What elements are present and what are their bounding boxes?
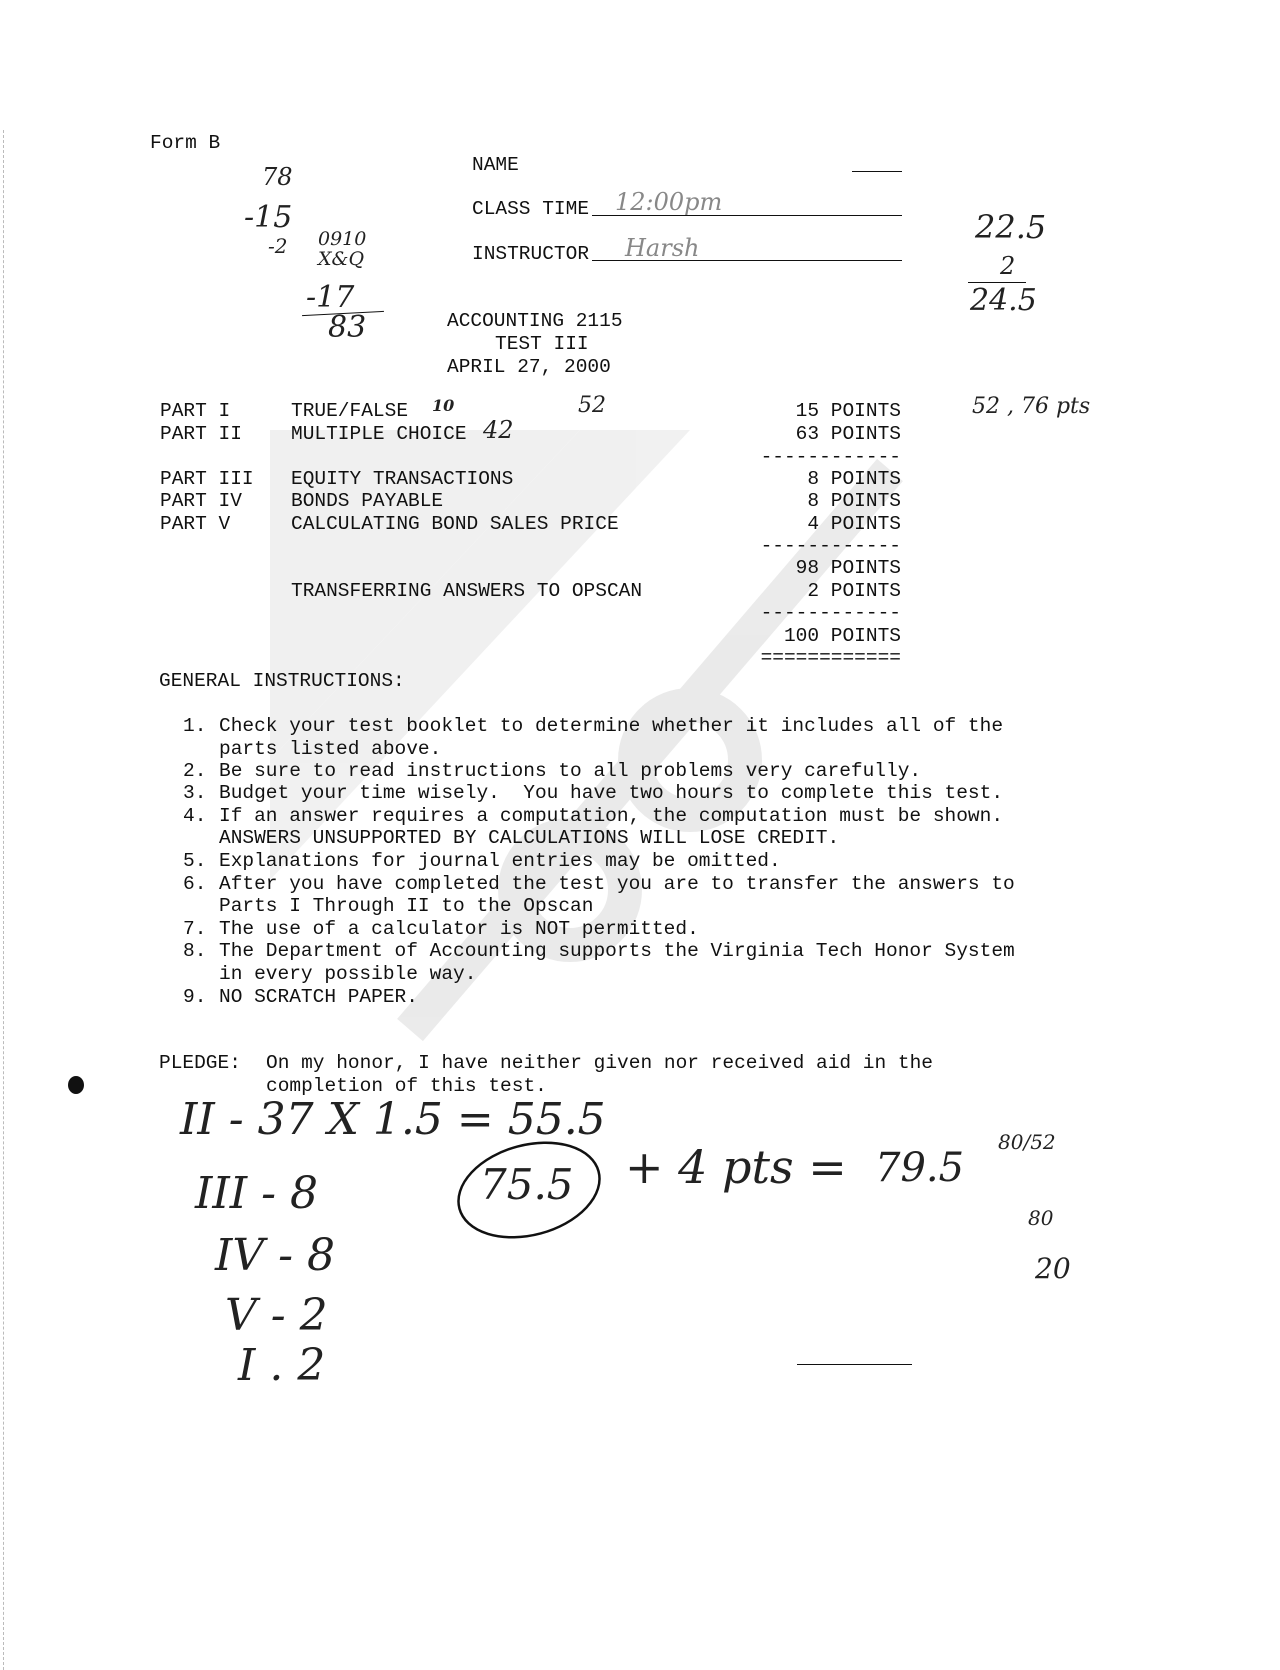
instruction-line: Budget your time wisely. You have two hours to complete this test. bbox=[219, 782, 1004, 804]
name-line bbox=[852, 171, 902, 172]
instructor-label: INSTRUCTOR bbox=[472, 243, 590, 265]
circled-score: 75.5 bbox=[480, 1160, 574, 1209]
hand-note: 80 bbox=[1028, 1206, 1054, 1230]
hand-note: 0910 bbox=[318, 228, 367, 250]
hand-score: 83 bbox=[328, 310, 367, 345]
scan-edge bbox=[3, 130, 4, 1670]
hand-score: 2 bbox=[1000, 252, 1016, 280]
instruction-line: Parts I Through II to the Opscan bbox=[219, 895, 594, 917]
hand-score: -17 bbox=[306, 280, 355, 315]
subtotal-points: 98 POINTS bbox=[795, 557, 901, 579]
signature-line bbox=[797, 1364, 912, 1365]
part-points: 63 POINTS bbox=[795, 423, 901, 445]
punch-hole-mark bbox=[68, 1076, 84, 1094]
instructor-value: Harsh bbox=[625, 234, 700, 262]
hand-score: 22.5 bbox=[975, 208, 1047, 246]
instruction-line: NO SCRATCH PAPER. bbox=[219, 986, 418, 1008]
hand-score: 52 bbox=[578, 393, 606, 418]
class-time-value: 12:00pm bbox=[615, 188, 723, 216]
hand-calc: II - 37 X 1.5 = 55.5 bbox=[180, 1094, 606, 1145]
part-desc: CALCULATING BOND SALES PRICE bbox=[291, 513, 619, 535]
instruction-line: ANSWERS UNSUPPORTED BY CALCULATIONS WILL LOSE CREDIT. bbox=[219, 827, 840, 849]
opscan-desc: TRANSFERRING ANSWERS TO OPSCAN bbox=[291, 580, 643, 602]
part-label: PART IV bbox=[160, 490, 242, 512]
part-points: 8 POINTS bbox=[807, 468, 901, 490]
hand-calc: III - 8 bbox=[195, 1168, 318, 1219]
instruction-line: in every possible way. bbox=[219, 963, 477, 985]
pledge-label: PLEDGE: bbox=[159, 1052, 241, 1074]
instruction-number: 4. bbox=[183, 805, 207, 827]
instruction-line: parts listed above. bbox=[219, 738, 442, 760]
hand-score: 78 bbox=[262, 163, 293, 191]
instruction-number: 1. bbox=[183, 715, 207, 737]
instruction-number: 9. bbox=[183, 986, 207, 1008]
hand-score: -15 bbox=[244, 200, 293, 235]
instruction-line: Check your test booklet to determine whether it includes all of the bbox=[219, 715, 1004, 737]
instruction-line: If an answer requires a computation, the computation must be shown. bbox=[219, 805, 1004, 827]
hand-final-score: 79.5 bbox=[875, 1145, 965, 1191]
instruction-number: 3. bbox=[183, 782, 207, 804]
part-desc: EQUITY TRANSACTIONS bbox=[291, 468, 514, 490]
hand-note: 20 bbox=[1035, 1252, 1071, 1285]
test-date: APRIL 27, 2000 bbox=[447, 356, 611, 378]
pledge-line: completion of this test. bbox=[266, 1075, 547, 1097]
hand-calc: V - 2 bbox=[225, 1290, 328, 1341]
pledge-line: On my honor, I have neither given nor received aid in the bbox=[266, 1052, 934, 1074]
part-label: PART II bbox=[160, 423, 242, 445]
hand-plus-points: + 4 pts = bbox=[625, 1140, 847, 1194]
hand-note: X&Q bbox=[318, 248, 365, 270]
instruction-line: Be sure to read instructions to all problems very carefully. bbox=[219, 760, 922, 782]
dash-separator: ------------ bbox=[760, 535, 901, 557]
part-points: 4 POINTS bbox=[807, 513, 901, 535]
hand-calc: I . 2 bbox=[238, 1340, 326, 1391]
part-label: PART III bbox=[160, 468, 254, 490]
hand-score: 24.5 bbox=[970, 283, 1037, 318]
hand-score: 42 bbox=[483, 416, 514, 444]
hand-calc: IV - 8 bbox=[215, 1230, 335, 1281]
course-title: ACCOUNTING 2115 bbox=[447, 310, 623, 332]
instruction-number: 7. bbox=[183, 918, 207, 940]
test-title: TEST III bbox=[495, 333, 589, 355]
dash-separator: ------------ bbox=[760, 602, 901, 624]
hand-score: -2 bbox=[268, 234, 288, 258]
instruction-line: The use of a calculator is NOT permitted. bbox=[219, 918, 699, 940]
instruction-number: 8. bbox=[183, 940, 207, 962]
part-points: 8 POINTS bbox=[807, 490, 901, 512]
instructions-heading: GENERAL INSTRUCTIONS: bbox=[159, 670, 405, 692]
class-time-label: CLASS TIME bbox=[472, 198, 590, 220]
instruction-line: After you have completed the test you are to transfer the answers to bbox=[219, 873, 1015, 895]
instruction-number: 5. bbox=[183, 850, 207, 872]
instruction-line: The Department of Accounting supports the Virginia Tech Honor System bbox=[219, 940, 1015, 962]
name-label: NAME bbox=[472, 154, 519, 176]
part-desc: TRUE/FALSE bbox=[291, 400, 409, 422]
opscan-points: 2 POINTS bbox=[807, 580, 901, 602]
part-label: PART V bbox=[160, 513, 231, 535]
total-points: 100 POINTS bbox=[783, 625, 901, 647]
hand-note: 80/52 bbox=[998, 1130, 1056, 1154]
instruction-line: Explanations for journal entries may be omitted. bbox=[219, 850, 781, 872]
part-points: 15 POINTS bbox=[795, 400, 901, 422]
part-desc: BONDS PAYABLE bbox=[291, 490, 444, 512]
hand-note: 52 , 76 pts bbox=[972, 394, 1091, 419]
part-label: PART I bbox=[160, 400, 231, 422]
part-desc: MULTIPLE CHOICE bbox=[291, 423, 467, 445]
form-label: Form B bbox=[150, 132, 221, 154]
double-separator: ============ bbox=[760, 647, 901, 669]
instruction-number: 6. bbox=[183, 873, 207, 895]
instruction-number: 2. bbox=[183, 760, 207, 782]
hand-score: 10 bbox=[432, 396, 455, 415]
dash-separator: ------------ bbox=[760, 446, 901, 468]
